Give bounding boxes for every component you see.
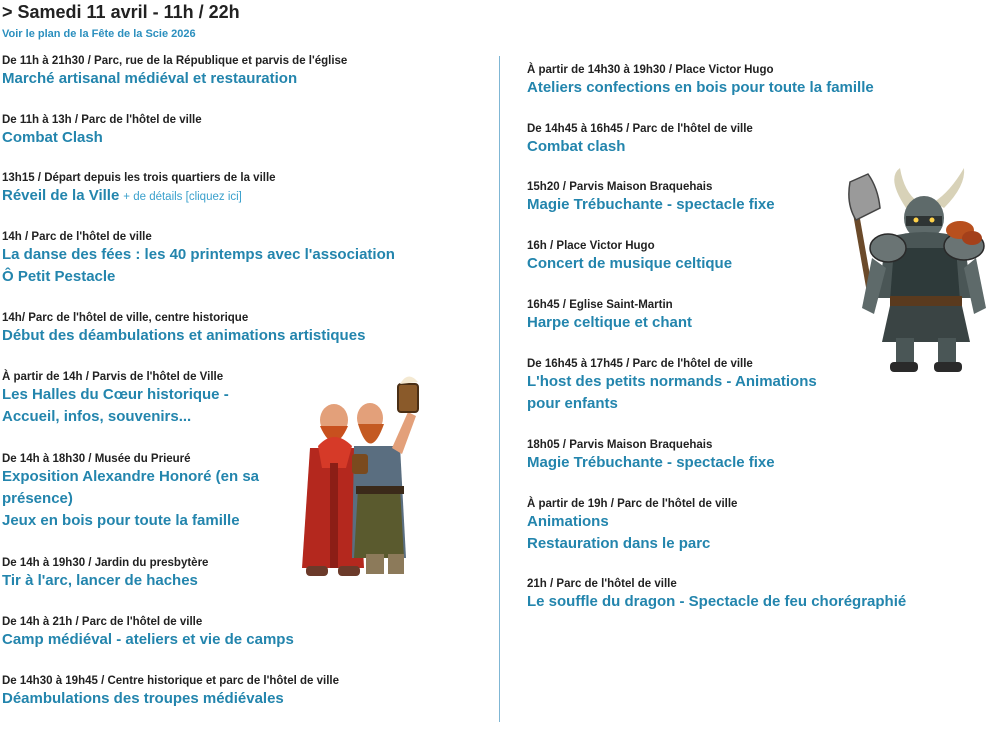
event-item <box>527 497 967 555</box>
event-meta: À partir de 19h / Parc de l'hôtel de ville <box>527 498 738 510</box>
event-meta: De 14h30 à 19h45 / Centre historique et parc de l'hôtel de ville <box>2 675 339 687</box>
event-title-text: Déambulations des troupes médiévales <box>2 690 284 707</box>
event-title-text: Tir à l'arc, lancer de haches <box>2 572 198 589</box>
event-meta: 15h20 / Parvis Maison Braquehais <box>527 181 713 193</box>
event-item <box>527 122 967 158</box>
event-title-link[interactable] <box>527 136 967 158</box>
event-title-text: La danse des fées : les 40 printemps avec l'association <box>2 246 395 263</box>
event-title-text: Exposition Alexandre Honoré (en sa <box>2 468 259 485</box>
event-title-link[interactable] <box>527 511 967 533</box>
event-title-text: L'host des petits normands - Animations <box>527 373 817 390</box>
event-item <box>527 63 967 99</box>
event-item <box>2 113 432 149</box>
event-item <box>2 54 432 90</box>
event-title-link[interactable] <box>527 533 967 555</box>
event-title-link[interactable] <box>2 629 432 651</box>
event-title-link[interactable] <box>527 77 967 99</box>
event-title-link[interactable] <box>527 591 967 613</box>
warrior-illustration <box>846 168 992 376</box>
event-meta: 16h45 / Eglise Saint-Martin <box>527 299 673 311</box>
event-title-link[interactable] <box>2 688 432 710</box>
event-title-text: Animations <box>527 513 609 530</box>
event-meta: De 14h à 18h30 / Musée du Prieuré <box>2 453 191 465</box>
event-title-text: Combat clash <box>527 138 626 155</box>
event-item <box>527 438 967 474</box>
event-meta: 14h / Parc de l'hôtel de ville <box>2 231 152 243</box>
details-link[interactable]: + de détails [cliquez ici] <box>123 191 242 203</box>
event-meta: À partir de 14h30 à 19h30 / Place Victor Hugo <box>527 64 774 76</box>
event-title-text: Magie Trébuchante - spectacle fixe <box>527 196 775 213</box>
event-meta: De 14h à 19h30 / Jardin du presbytère <box>2 557 209 569</box>
event-meta: De 14h45 à 16h45 / Parc de l'hôtel de ville <box>527 123 753 135</box>
event-title-text: Réveil de la Ville <box>2 187 120 204</box>
event-title-link[interactable] <box>2 266 432 288</box>
event-meta: 13h15 / Départ depuis les trois quartiers de la ville <box>2 172 276 184</box>
event-meta: De 16h45 à 17h45 / Parc de l'hôtel de ville <box>527 358 753 370</box>
event-title-text: Combat Clash <box>2 129 103 146</box>
event-item <box>2 230 432 288</box>
event-title-link[interactable] <box>2 68 432 90</box>
event-title-text: Concert de musique celtique <box>527 255 733 272</box>
event-title-link[interactable] <box>527 393 967 415</box>
page-title: > Samedi 11 avril - 11h / 22h <box>2 2 240 22</box>
event-title-text: présence) <box>2 490 73 507</box>
event-title-text: Marché artisanal médiéval et restauration <box>2 70 298 87</box>
event-title-link[interactable] <box>2 185 432 208</box>
event-title-text: Magie Trébuchante - spectacle fixe <box>527 454 775 471</box>
monks-illustration <box>292 368 424 582</box>
event-title-text: Ateliers confections en bois pour toute la famille <box>527 79 874 96</box>
event-title-text: Restauration dans le parc <box>527 535 711 552</box>
event-title-text: Accueil, infos, souvenirs... <box>2 408 192 425</box>
event-title-text: Ô Petit Pestacle <box>2 268 116 285</box>
event-title-link[interactable] <box>2 325 432 347</box>
event-meta: De 14h à 21h / Parc de l'hôtel de ville <box>2 616 203 628</box>
event-meta: 14h/ Parc de l'hôtel de ville, centre historique <box>2 312 249 324</box>
column-divider <box>499 56 500 722</box>
event-item <box>2 171 432 208</box>
event-title-text: Camp médiéval - ateliers et vie de camps <box>2 631 294 648</box>
event-title-link[interactable] <box>2 127 432 149</box>
event-meta: De 11h à 21h30 / Parc, rue de la République et parvis de l'église <box>2 55 348 67</box>
event-title-link[interactable] <box>2 244 432 266</box>
event-meta: De 11h à 13h / Parc de l'hôtel de ville <box>2 114 202 126</box>
event-title-link[interactable] <box>527 452 967 474</box>
event-meta: 21h / Parc de l'hôtel de ville <box>527 578 677 590</box>
event-meta: À partir de 14h / Parvis de l'hôtel de Ville <box>2 371 224 383</box>
event-meta: 18h05 / Parvis Maison Braquehais <box>527 439 713 451</box>
event-title-text: pour enfants <box>527 395 618 412</box>
event-item <box>2 615 432 651</box>
event-item <box>527 577 967 613</box>
event-title-text: Le souffle du dragon - Spectacle de feu chorégraphié <box>527 593 907 610</box>
event-title-text: Début des déambulations et animations artistiques <box>2 327 366 344</box>
event-title-text: Jeux en bois pour toute la famille <box>2 512 240 529</box>
event-meta: 16h / Place Victor Hugo <box>527 240 655 252</box>
event-title-text: Harpe celtique et chant <box>527 314 693 331</box>
event-title-text: Les Halles du Cœur historique - <box>2 386 229 403</box>
festival-plan-link[interactable]: Voir le plan de la Fête de la Scie 2026 <box>2 28 196 40</box>
event-item <box>2 674 432 710</box>
event-item <box>2 311 432 347</box>
